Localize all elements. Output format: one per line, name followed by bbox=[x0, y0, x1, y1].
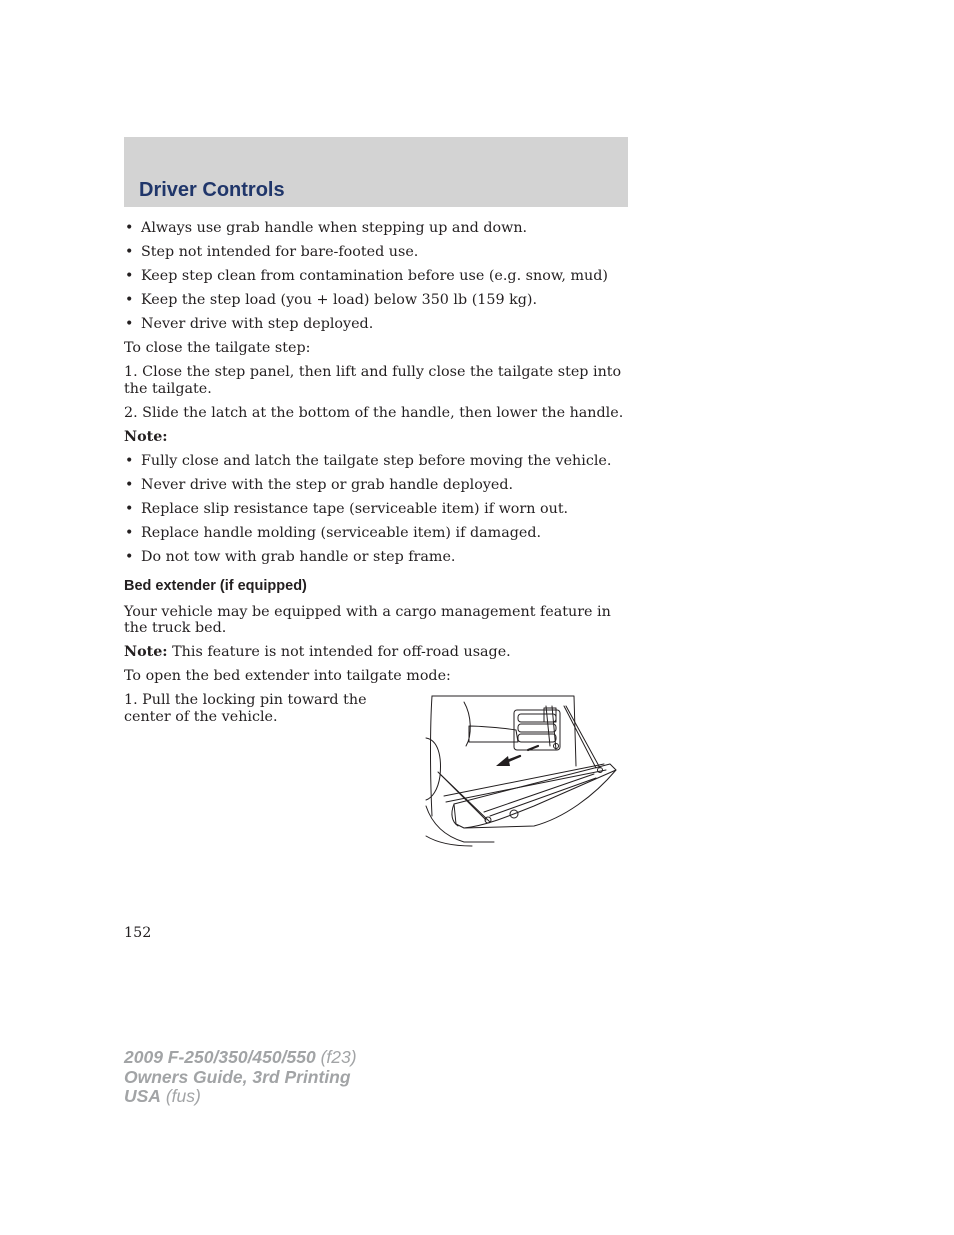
section-header-band bbox=[124, 137, 628, 207]
page-content bbox=[124, 220, 628, 862]
list-item: • Keep step clean from contamination before use (e.g. snow, mud) bbox=[125, 268, 608, 284]
page-number: 152 bbox=[124, 925, 152, 941]
bullet-icon: • bbox=[125, 524, 134, 541]
bed-extender-open-intro: To open the bed extender into tailgate mode: bbox=[124, 668, 451, 684]
close-step-1: 1. Close the step panel, then lift and fully close the tailgate step into the tailgate. bbox=[124, 364, 622, 397]
section-title: Driver Controls bbox=[139, 179, 285, 201]
bed-extender-step-1: 1. Pull the locking pin toward the center of the vehicle. bbox=[124, 692, 367, 725]
list-item: • Step not intended for bare-footed use. bbox=[125, 244, 419, 260]
bed-extender-step-row bbox=[124, 692, 628, 862]
bed-extender-illustration bbox=[424, 686, 620, 850]
bed-extender-intro: Your vehicle may be equipped with a cargo management feature in the truck bed. bbox=[124, 603, 611, 636]
bullet-icon: • bbox=[125, 452, 134, 469]
footer-line-2: Owners Guide, 3rd Printing bbox=[124, 1066, 351, 1087]
footer-line-3: USA (fus) bbox=[124, 1086, 201, 1106]
close-step-2: 2. Slide the latch at the bottom of the handle, then lower the handle. bbox=[124, 404, 624, 421]
bullet-icon: • bbox=[125, 292, 134, 308]
list-item: • Replace slip resistance tape (serviceable item) if worn out. bbox=[125, 500, 569, 517]
bed-extender-heading: Bed extender (if equipped) bbox=[124, 578, 307, 594]
list-item: • Replace handle molding (serviceable item) if damaged. bbox=[125, 524, 542, 541]
bullet-icon: • bbox=[125, 476, 134, 493]
footer-line-1: 2009 F-250/350/450/550 (f23) bbox=[124, 1047, 357, 1067]
list-item: • Never drive with the step or grab handle deployed. bbox=[125, 476, 514, 493]
list-item: • Never drive with step deployed. bbox=[125, 316, 374, 332]
note-label: Note: bbox=[124, 428, 168, 445]
bullet-icon: • bbox=[125, 268, 134, 284]
list-item: • Fully close and latch the tailgate step before moving the vehicle. bbox=[125, 452, 612, 469]
close-intro: To close the tailgate step: bbox=[124, 340, 311, 356]
note-list bbox=[124, 453, 628, 566]
document-footer bbox=[124, 1048, 357, 1107]
list-item: • Keep the step load (you + load) below 350 lb (159 kg). bbox=[125, 292, 538, 308]
bullet-icon: • bbox=[125, 548, 134, 565]
bullet-icon: • bbox=[125, 244, 134, 260]
bullet-icon: • bbox=[125, 220, 134, 236]
step-tips-list bbox=[124, 220, 628, 333]
bullet-icon: • bbox=[125, 316, 134, 332]
list-item: • Do not tow with grab handle or step frame. bbox=[125, 548, 456, 565]
bed-extender-note: Note: This feature is not intended for off-road usage. bbox=[124, 644, 511, 660]
list-item: • Always use grab handle when stepping up and down. bbox=[125, 220, 528, 236]
bullet-icon: • bbox=[125, 500, 134, 517]
